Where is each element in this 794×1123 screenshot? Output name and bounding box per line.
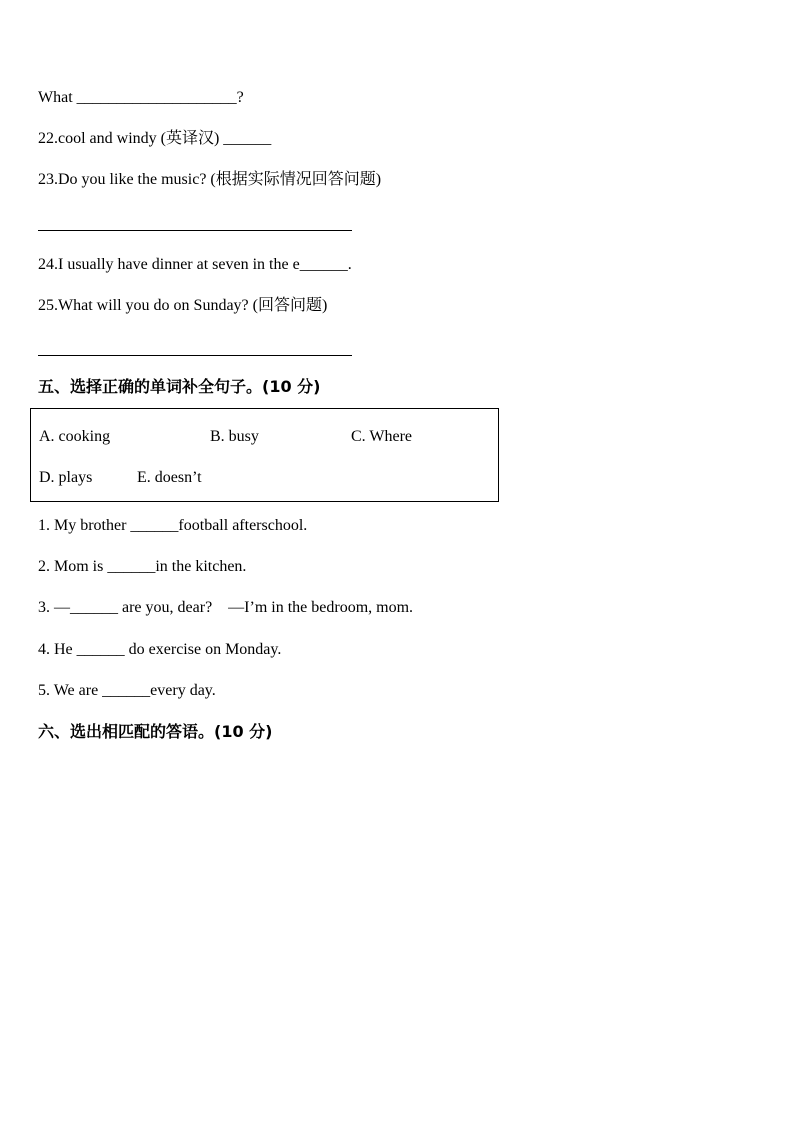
option-e: E. doesn’t — [137, 469, 202, 486]
question-22: 22.cool and windy (英译汉) ______ — [38, 130, 272, 147]
question-23: 23.Do you like the music? (根据实际情况回答问题) — [38, 171, 382, 188]
option-b: B. busy — [210, 428, 259, 445]
option-a: A. cooking — [39, 428, 111, 445]
section-5-question-2: 2. Mom is ______in the kitchen. — [38, 558, 247, 575]
question-25: 25.What will you do on Sunday? (回答问题) — [38, 297, 328, 314]
option-c: C. Where — [351, 428, 413, 445]
section-5-question-1: 1. My brother ______football afterschool. — [38, 517, 308, 534]
answer-line-25 — [38, 355, 352, 356]
section-5-heading: 五、选择正确的单词补全句子。(10 分) — [38, 377, 321, 396]
option-d: D. plays — [39, 469, 93, 486]
word-bank-box — [30, 408, 499, 502]
what-question-line: What ____________________? — [38, 89, 244, 106]
section-6-heading: 六、选出相匹配的答语。(10 分) — [38, 722, 273, 741]
section-5-question-4: 4. He ______ do exercise on Monday. — [38, 641, 282, 658]
answer-line-23 — [38, 230, 352, 231]
question-24: 24.I usually have dinner at seven in the e______. — [38, 256, 352, 273]
section-5-question-3: 3. —______ are you, dear? —I’m in the bedroom, mom. — [38, 599, 414, 616]
section-5-question-5: 5. We are ______every day. — [38, 682, 216, 699]
